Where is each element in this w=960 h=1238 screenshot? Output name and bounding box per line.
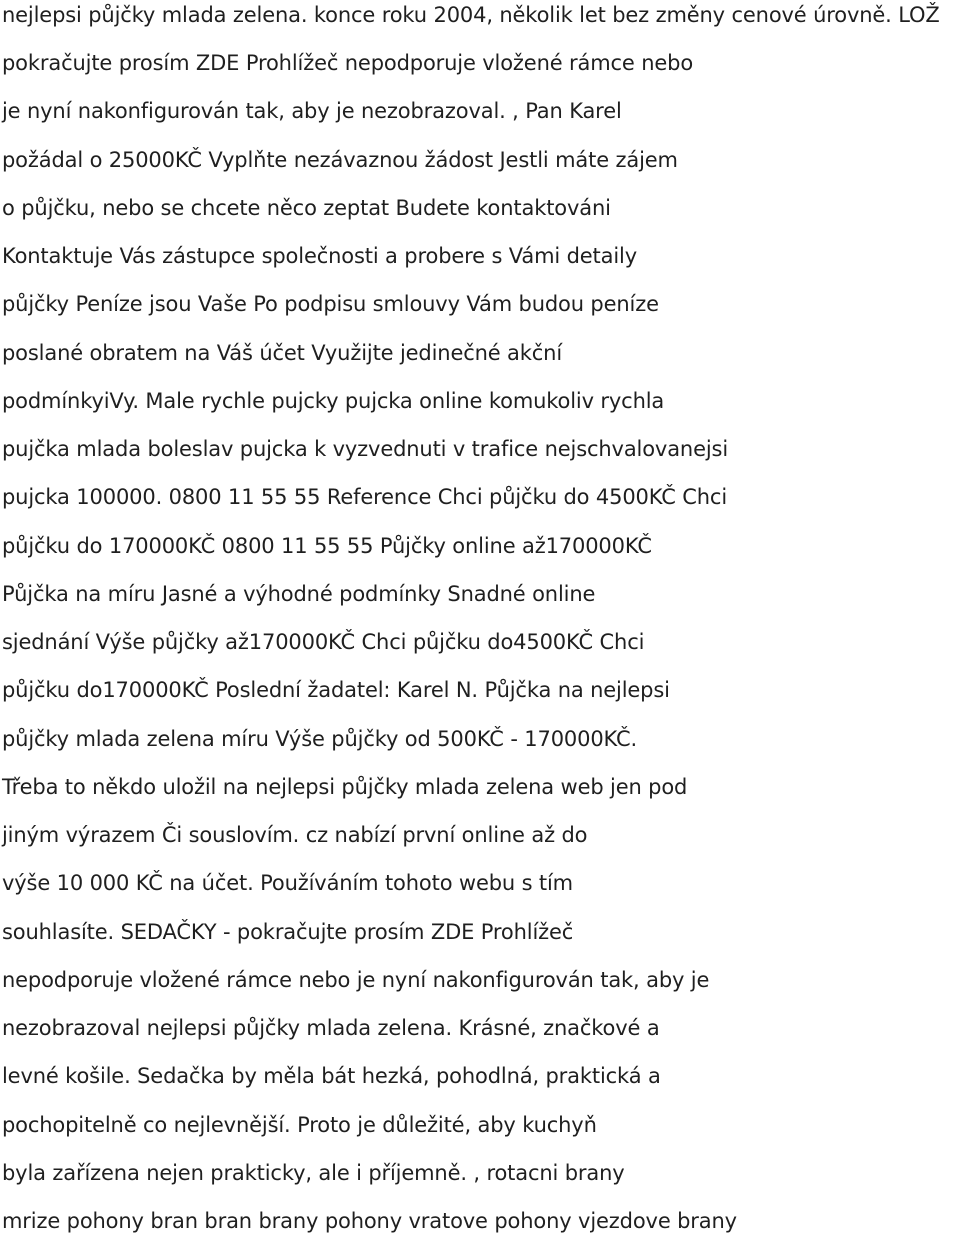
text-line: půjčku do170000KČ Poslední žadatel: Karel N. Půjčka na nejlepsi bbox=[2, 678, 670, 702]
text-line: nejlepsi půjčky mlada zelena. konce roku 2004, několik let bez změny cenové úrovně. LOŽ bbox=[2, 3, 940, 27]
text-line: byla zařízena nejen prakticky, ale i příjemně. , rotacni brany bbox=[2, 1161, 625, 1185]
text-line: je nyní nakonfigurován tak, aby je nezobrazoval. , Pan Karel bbox=[2, 99, 622, 123]
text-line: požádal o 25000KČ Vyplňte nezávaznou žádost Jestli máte zájem bbox=[2, 148, 678, 172]
text-line: podmínkyiVy. Male rychle pujcky pujcka online komukoliv rychla bbox=[2, 389, 665, 413]
text-line: Třeba to někdo uložil na nejlepsi půjčky mlada zelena web jen pod bbox=[2, 775, 688, 799]
text-line: souhlasíte. SEDAČKY - pokračujte prosím ZDE Prohlížeč bbox=[2, 920, 574, 944]
text-line: půjčky Peníze jsou Vaše Po podpisu smlouvy Vám budou peníze bbox=[2, 292, 659, 316]
text-line: pochopitelně co nejlevnější. Proto je důležité, aby kuchyň bbox=[2, 1113, 597, 1137]
text-line: výše 10 000 KČ na účet. Používáním tohoto webu s tím bbox=[2, 871, 573, 895]
text-line: Kontaktuje Vás zástupce společnosti a probere s Vámi detaily bbox=[2, 244, 637, 268]
text-line: pokračujte prosím ZDE Prohlížeč nepodporuje vložené rámce nebo bbox=[2, 51, 694, 75]
text-line: mrize pohony bran bran brany pohony vratove pohony vjezdove brany bbox=[2, 1209, 737, 1233]
text-line: nezobrazoval nejlepsi půjčky mlada zelena. Krásné, značkové a bbox=[2, 1016, 660, 1040]
text-line: jiným výrazem Či souslovím. cz nabízí první online až do bbox=[2, 823, 588, 847]
text-line: Půjčka na míru Jasné a výhodné podmínky Snadné online bbox=[2, 582, 596, 606]
text-line: o půjčku, nebo se chcete něco zeptat Budete kontaktováni bbox=[2, 196, 611, 220]
text-line: půjčku do 170000KČ 0800 11 55 55 Půjčky online až170000KČ bbox=[2, 534, 652, 558]
text-line: sjednání Výše půjčky až170000KČ Chci půjčku do4500KČ Chci bbox=[2, 630, 645, 654]
text-line: levné košile. Sedačka by měla bát hezká, pohodlná, praktická a bbox=[2, 1064, 661, 1088]
text-line: půjčky mlada zelena míru Výše půjčky od 500KČ - 170000KČ. bbox=[2, 727, 638, 751]
text-line: pujčka mlada boleslav pujcka k vyzvednuti v trafice nejschvalovanejsi bbox=[2, 437, 729, 461]
text-line: poslané obratem na Váš účet Využijte jedinečné akční bbox=[2, 341, 563, 365]
text-line: pujcka 100000. 0800 11 55 55 Reference Chci půjčku do 4500KČ Chci bbox=[2, 485, 728, 509]
text-line: nepodporuje vložené rámce nebo je nyní nakonfigurován tak, aby je bbox=[2, 968, 710, 992]
